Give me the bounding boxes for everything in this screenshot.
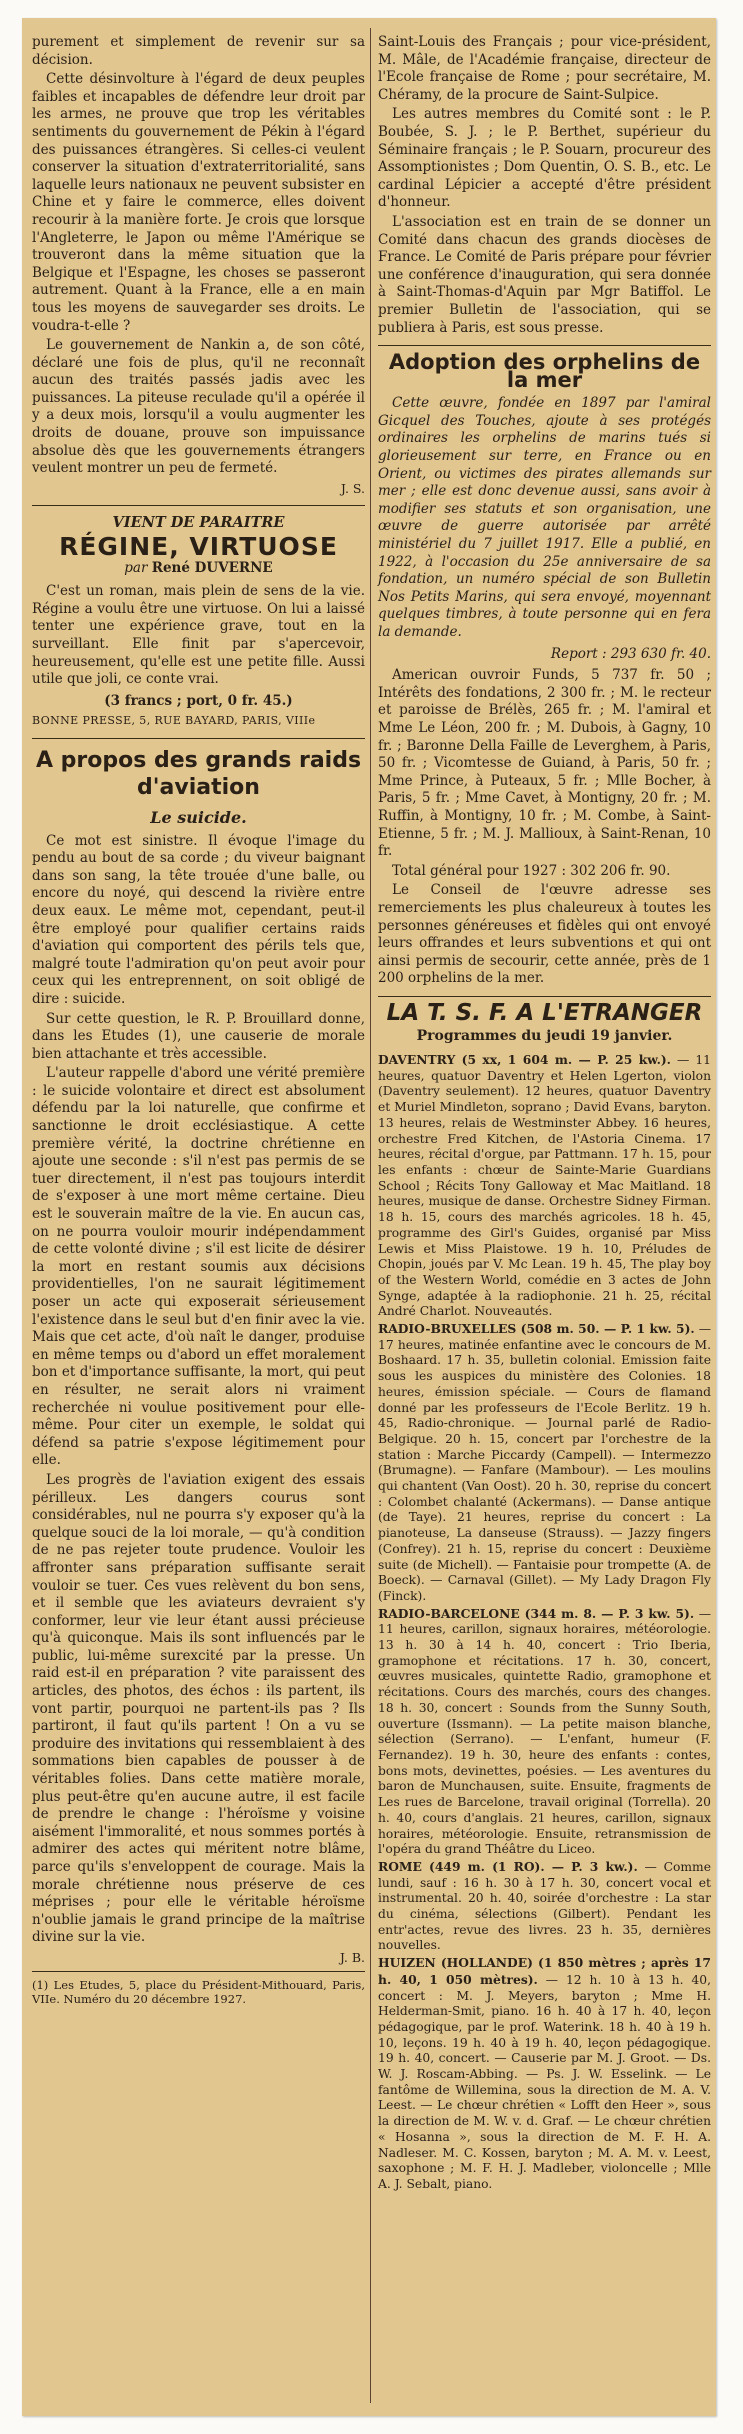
station-program: — 17 heures, matinée enfantine avec le concours de M. Boshaard. 17 h. 35, bulletin colonial. Emission faite sous les auspices du ministère des Colonies. 18 heures, émission spéciale. — Cours de flamand donné par les professeurs de l'Ecole Berlitz. 19 h. 45, Radio-chronique. — Journal parlé de Radio-Belgique. 20 h. 15, concert par l'orchestre de la station : Marche Piccardy (Campell). — Intermezzo (Brumagne). — Fanfare (Mambour). — Les moulins qui chantent (Van Oost). 20 h. 30, reprise du concert : Colombet chalanté (Ackermans). — Danse antique (de Taye). 21 heures, reprise du concert : La pianoteuse, La danseuse (Strauss). — Jazzy fingers (Confrey). 21 h. 15, reprise du concert : Deuxième suite (de Michell). — Fantaisie pour trompette (A. de Boeck). — Carnaval (Gillet). — My Lady Dragon Fly (Finck). [378, 1322, 711, 1603]
station-name: ROME (449 m. (1 RO). — P. 3 kw.). [378, 1858, 638, 1874]
station-program: — 11 heures, carillon, signaux horaires, météorologie. 13 h. 30 à 14 h. 40, concert : Trio Iberia, gramophone et récitations. 17 h. 30, concert, œuvres musicales, quintette Radio, gramophone et récitations. Cours des marchés, cours des changes. 18 h. 30, concert : Sounds from the Sunny South, ouverture (Issmann). — La petite maison blanche, sélection (Serrano). — L'enfant, humeur (F. Fernandez). 19 h. 30, heure des enfants : contes, bons mots, devinettes, poésies. — Les aventures du baron de Munchausen, suite. Ensuite, fragments de Les rues de Barcelone, travail original (Torrella). 20 h. 40, cours d'anglais. 21 heures, carillon, signaux horaires, météorologie. Ensuite, retransmission de l'opéra du grand Théâtre du Liceo. [378, 1606, 711, 1857]
orphelins-donations: American ouvroir Funds, 5 737 fr. 50 ; Intérêts des fondations, 2 300 fr. ; M. le recteur et paroisse de Brélès, 265 fr. ; M. l'amiral et Mme Le Léon, 200 fr. ; M. Dubois, à Gagny, 10 fr. ; Baronne Della Faille de Leverghem, à Paris, 50 fr. ; Vicomtesse de Guiand, à Paris, 50 fr. ; Mme Prince, à Puteaux, 5 fr. ; Mlle Bocher, à Paris, 5 fr. ; Mme Cavet, à Montigny, 20 fr. ; M. Ruffin, à Montigny, 10 fr. ; M. Combe, à Saint-Etienne, 5 fr. ; M. J. Mallioux, à Saint-Renan, 10 fr. [378, 667, 711, 860]
book-title: RÉGINE, VIRTUOSE [59, 532, 338, 562]
book-kicker: VIENT DE PARAITRE [112, 514, 285, 532]
intro-paragraph: Cette désinvolture à l'égard de deux peuples faibles et incapables de défendre leur droit par les armes, ne prouve que trop les véritables sentiments du gouvernement de Pékin à l'égard des puissances étrangères. Si celles-ci veulent conserver la situation d'extraterritorialité, sans laquelle leurs nationaux ne peuvent subsister en Chine et y faire le commerce, elles doivent recourir à la manière forte. Je crois que lorsque l'Angleterre, le Japon ou même l'Amérique se trouveront dans la même situation que la Belgique et l'Espagne, les choses se passeront autrement. Quant à la France, elle a en main tous les moyens de sauvegarder ses droits. Le voudra-t-elle ? [32, 71, 365, 334]
intro-paragraph: Saint-Louis des Français ; pour vice-président, M. Mâle, de l'Académie française, directeur de l'Ecole française de Rome ; pour secrétaire, M. Chéramy, de la procure de Saint-Sulpice. [378, 34, 711, 103]
intro-paragraph: Le gouvernement de Nankin a, de son côté, déclaré une fois de plus, qu'il ne reconnaît aucun des traités passés jadis avec les puissances. La piteuse reculade qu'il a opérée il y a deux mois, lorsqu'il a voulu augmenter les droits de douane, prouve son impuissance absolue dès que les gouvernements étrangers veulent montrer un peu de fermeté. [32, 337, 365, 477]
station-entry [378, 1859, 711, 1954]
station-program: — Comme lundi, sauf : 16 h. 30 à 17 h. 30, concert vocal et instrumental. 20 h. 40, soirée d'orchestre : La star du cinéma, sélections (Gilbert). Pendant les entr'actes, revue des livres. 23 h. 35, dernières nouvelles. [378, 1859, 711, 1953]
column-divider [370, 28, 371, 2403]
book-price: (3 francs ; port, 0 fr. 45.) [104, 692, 293, 709]
article-title: A propos des grands raids d'aviation [35, 747, 362, 800]
article-paragraph: Les progrès de l'aviation exigent des essais périlleux. Les dangers courus sont considérables, nul ne pourra s'y exposer qu'à la quelque souci de la loi morale, — qu'à condition de ne pas rejeter toute prudence. Vouloir les affronter sans préparation suffisante serait vouloir se tuer. Ces vues relèvent du bon sens, et il semble que les aviateurs devraient s'y conformer, leur vie leur étant aussi précieuse qu'à quiconque. Mais ils sont influencés par le public, lui-même surexcité par la presse. Un raid est-il en préparation ? vite paraissent des articles, des photos, des échos : ils partent, ils vont partir, pourquoi ne partent-ils pas ? Ils partiront, il faut qu'ils partent ! On a vu se produire des invitations qui ressemblaient à des sommations bien capables de pousser à de véritables folies. Dans cette matière morale, plus peut-être qu'en aucune autre, il est facile de prendre le change : l'héroïsme y voisine aisément l'immoralité, et nous sommes portés à admirer des actes qui méritent notre blâme, parce qu'ils s'enveloppent de courage. Mais la morale chrétienne nous préserve de ces méprises ; pour elle le véritable héroïsme n'oublie jamais le grand principe de la maîtrise divine sur la vie. [32, 1471, 365, 1946]
footnote-rule [32, 1971, 365, 1972]
intro-paragraph: purement et simplement de revenir sur sa décision. [32, 34, 365, 68]
article-signature: J. B. [339, 1949, 365, 1965]
orphelins-closing: Le Conseil de l'œuvre adresse ses remerciements les plus chaleureux à toutes les personnes généreuses et fidèles qui ont envoyé leurs offrandes et leurs subventions et qui ont ainsi permis de secourir, cette année, près de 1 200 orphelins de la mer. [378, 882, 711, 987]
right-column [378, 34, 711, 2194]
article-paragraph: Sur cette question, le R. P. Brouillard donne, dans les Etudes (1), une causerie de morale bien attachante et très accessible. [32, 1010, 365, 1062]
orphelins-intro: Cette œuvre, fondée en 1897 par l'amiral Gicquel des Touches, ajoute à ses protégés ordinaires les orphelins de marins tués si glorieusement sur terre, en France ou en Orient, ou victimes des pirates allemands sur mer ; elle est donc devenue aussi, sans avoir à modifier ses statuts et son organisation, une œuvre de guerre autorisée par arrêté ministériel du 7 juillet 1917. Elle a publié, en 1922, à l'occasion du 25e anniversaire de sa fondation, un numéro spécial de son Bulletin Nos Petits Marins, qui sera envoyé, moyennant quelques timbres, à toute personne qui en fera la demande. [378, 395, 711, 640]
book-author: René DUVERNE [151, 559, 273, 576]
book-byline [32, 560, 365, 578]
left-column [32, 34, 365, 2008]
intro-paragraph: Les autres membres du Comité sont : le P. Boubée, S. J. ; le P. Berthet, supérieur du Séminaire français ; le P. Souarn, procureur des Assomptionistes ; Dom Quentin, O. S. B., etc. Le cardinal Lépicier a accepté d'être président d'honneur. [378, 106, 711, 211]
tsf-title: LA T. S. F. A L'ETRANGER [386, 999, 703, 1026]
station-program: — 12 h. 10 à 13 h. 40, concert : M. J. Meyers, baryton ; Mme H. Helderman-Smit, piano. 16 h. 40 à 17 h. 40, leçon pédagogique, par le prof. Waterink. 18 h. 40 à 19 h. 10, leçons. 19 h. 40 à 19 h. 40, leçon pédagogique. 19 h. 40, concert. — Causerie par M. J. Groot. — Ds. W. J. Roscam-Abbing. — Ps. J. W. Esselink. — Le fantôme de Willemina, sous la direction de M. A. V. Leest. — Le chœur chrétien « Lofft den Heer », sous la direction de M. W. v. d. Graf. — Le chœur chrétien « Hosanna », sous la direction de M. F. H. A. Nadleser. M. C. Kossen, baryton ; M. A. M. v. Leest, saxophone ; M. F. H. J. Madleber, violoncelle ; Mlle A. J. Sebalt, piano. [378, 1972, 711, 2191]
tsf-programme: Programmes du jeudi 19 janvier. [416, 1028, 673, 1045]
station-name: DAVENTRY (5 xx, 1 604 m. — P. 25 kw.). [378, 1052, 671, 1068]
station-name: RADIO-BRUXELLES (508 m. 50. — P. 1 kw. 5). [378, 1321, 695, 1337]
station-entry [378, 1052, 711, 1320]
byline-prefix: par [124, 559, 148, 576]
intro-paragraph: L'association est en train de se donner un Comité dans chacun des grands diocèses de France. Le Comité de Paris prépare pour février une conférence d'inauguration, qui sera donnée à Saint-Thomas-d'Aquin par Mgr Batiffol. Le premier Bulletin de l'association, qui se publiera à Paris, est sous presse. [378, 213, 711, 336]
radio-listings [378, 1052, 711, 2193]
article-paragraph: L'auteur rappelle d'abord une vérité première : le suicide volontaire et direct est absolument défendu par la loi naturelle, que confirme et sanctionne le droit ecclésiastique. A cette première vérité, la doctrine chrétienne en ajoute une seconde : s'il n'est pas permis de se tuer directement, il n'est pas toujours interdit de s'exposer à une mort même certaine. Dieu est le souverain maître de la vie. En aucun cas, on ne pourra vouloir mourir indépendamment de cette volonté divine ; s'il est licite de désirer la mort en restant soumis aux décisions providentielles, l'on ne saurait légitimement poser un acte qui exposerait sérieusement l'existence dans le seul but d'en finir avec la vie. Mais que cet acte, d'où naît le danger, produise en même temps ou d'abord un effet moralement bon et d'importance suffisante, la mort, qui peut en résulter, ne serait alors ni vraiment recherchée ni voulue positivement pour elle-même. Pour citer un exemple, le soldat qui défend sa patrie s'expose légitimement pour elle. [32, 1065, 365, 1469]
station-entry [378, 1955, 711, 2193]
orphelins-report: Report : 293 630 fr. 40. [550, 645, 711, 662]
divider [32, 505, 365, 506]
station-name: HUIZEN (HOLLANDE) (1 850 mètres ; après 17 h. 40, 1 050 mètres). [378, 1955, 711, 1987]
orphelins-total: Total général pour 1927 : 302 206 fr. 90. [392, 862, 671, 879]
orphelins-title: Adoption des orphelins de la mer [388, 350, 701, 392]
book-publisher: BONNE PRESSE, 5, RUE BAYARD, PARIS, VIIIe [32, 714, 316, 728]
article-footnote: (1) Les Etudes, 5, place du Président-Mithouard, Paris, VIIe. Numéro du 20 décembre 1927. [32, 1977, 365, 2006]
station-name: RADIO-BARCELONE (344 m. 8. — P. 3 kw. 5). [378, 1605, 695, 1621]
station-entry [378, 1606, 711, 1858]
station-program: — 11 heures, quatuor Daventry et Helen Lgerton, violon (Daventry seulement). 12 heures, quatuor Daventry et Muriel Mindleton, soprano ; David Evans, baryton. 13 heures, relais de Westminster Abbey. 16 heures, orchestre Fred Kitchen, de l'Astoria Cinema. 17 heures, récital d'orgue, par Pattmann. 17 h. 15, pour les enfants : chœur de Sainte-Marie Guardians School ; Récits Tony Galloway et Mac Maitland. 18 heures, musique de danse. Orchestre Sidney Firman. 18 h. 15, cours des marchés agricoles. 18 h. 45, programme des Girl's Guides, organisé par Miss Lewis et Miss Plaistowe. 19 h. 10, Préludes de Chopin, joués par V. Mc Lean. 19 h. 45, The play boy of the Western World, comédie en 3 actes de John Synge, adaptée à la radiophonie. 21 h. 25, récital André Charlot. Nouveautés. [378, 1053, 711, 1319]
book-blurb: C'est un roman, mais plein de sens de la vie. Régine a voulu être une virtuose. On lui a laissé tenter une expérience grave, tout en la surveillant. Elle finit par s'apercevoir, heureusement, qu'elle est une petite fille. Aussi utile que joli, ce conte vrai. [32, 583, 365, 688]
newspaper-clipping [22, 18, 716, 2416]
station-entry [378, 1321, 711, 1605]
intro-signature: J. S. [340, 480, 365, 496]
divider [378, 345, 711, 346]
article-paragraph: Ce mot est sinistre. Il évoque l'image du pendu au bout de sa corde ; du viveur baignant dans son sang, la tête trouée d'une balle, ou encore du noyé, qui descend la rivière entre deux eaux. Le même mot, cependant, peut-il être employé pour qualifier certains raids d'aviation qui comportent des périls tels que, malgré toute l'admiration qu'on peut avoir pour ceux qui les entreprennent, on soit obligé de dire : suicide. [32, 832, 365, 1007]
article-subhead: Le suicide. [150, 807, 247, 827]
divider [378, 996, 711, 997]
divider [32, 738, 365, 739]
